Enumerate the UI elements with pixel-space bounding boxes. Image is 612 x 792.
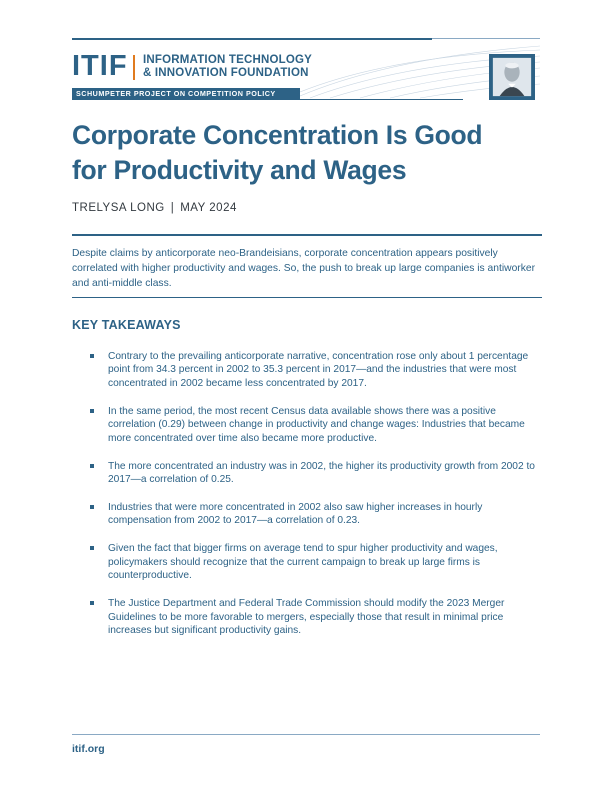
takeaway-item (90, 350, 536, 390)
page-title-line1: Corporate Concentration Is Good (72, 120, 483, 150)
key-takeaways-list (90, 350, 536, 652)
takeaway-text: The Justice Department and Federal Trade Commission should modify the 2023 Merger Guidelines to be more favorable to mergers, especially those that result in minimal price increases but significant productivity gains. (108, 598, 505, 637)
takeaway-item (90, 597, 536, 637)
byline (72, 202, 237, 214)
takeaway-text: Contrary to the prevailing anticorporate narrative, concentration rose only about 1 percentage point from 34.3 percent in 2002 to 35.3 percent in 2017—and the industries that were most concentrated in 2002 became less concentrated by 2017. (108, 351, 529, 389)
takeaway-text: Given the fact that bigger firms on average tend to spur higher productivity and wages, policymakers should recognize that the current campaign to break up large firms is counterproductive. (108, 543, 498, 582)
organization-name-line1: INFORMATION TECHNOLOGY (143, 54, 313, 66)
page-title-line2: for Productivity and Wages (72, 155, 407, 185)
organization-name (143, 54, 312, 80)
bullet-icon (90, 546, 94, 550)
bullet-icon (90, 505, 94, 509)
byline-separator: | (170, 202, 175, 214)
takeaway-item (90, 501, 536, 528)
footer-rule (72, 734, 540, 735)
takeaway-text: Industries that were more concentrated in 2002 also saw higher increases in hourly compensation from 2002 to 2017—a correlation of 0.23. (108, 502, 483, 527)
bullet-icon (90, 464, 94, 468)
project-banner: SCHUMPETER PROJECT ON COMPETITION POLICY (72, 88, 300, 100)
banner-rule (300, 99, 463, 100)
abstract-bottom-rule (72, 297, 542, 298)
bullet-icon (90, 354, 94, 358)
itif-logo-wordmark: ITIF (72, 50, 128, 82)
takeaway-item (90, 460, 536, 487)
footer-website-link[interactable]: itif.org (72, 743, 105, 755)
abstract-text: Despite claims by anticorporate neo-Brandeisians, corporate concentration appears positively correlated with higher productivity and wages. So, the push to break up large companies is antiworker and anti-middle class. (72, 248, 536, 289)
takeaway-item (90, 542, 536, 582)
publication-date: MAY 2024 (180, 202, 237, 214)
takeaway-text: In the same period, the most recent Census data available shows there was a positive correlation (0.29) between change in productivity and change wages: Industries that became more concentrated over time also became more productive. (108, 405, 525, 444)
abstract-top-rule (72, 234, 542, 236)
logo-separator (133, 55, 135, 80)
bullet-icon (90, 409, 94, 413)
takeaway-text: The more concentrated an industry was in 2002, the higher its productivity growth from 2002 to 2017—a correlation of 0.25. (108, 460, 535, 486)
author-name: TRELYSA LONG (72, 202, 165, 214)
organization-name-line2: & INNOVATION FOUNDATION (143, 67, 309, 79)
page-title (72, 118, 542, 188)
key-takeaways-heading: KEY TAKEAWAYS (72, 318, 181, 332)
takeaway-item (90, 405, 536, 445)
schumpeter-portrait-image (489, 54, 535, 100)
bullet-icon (90, 601, 94, 605)
